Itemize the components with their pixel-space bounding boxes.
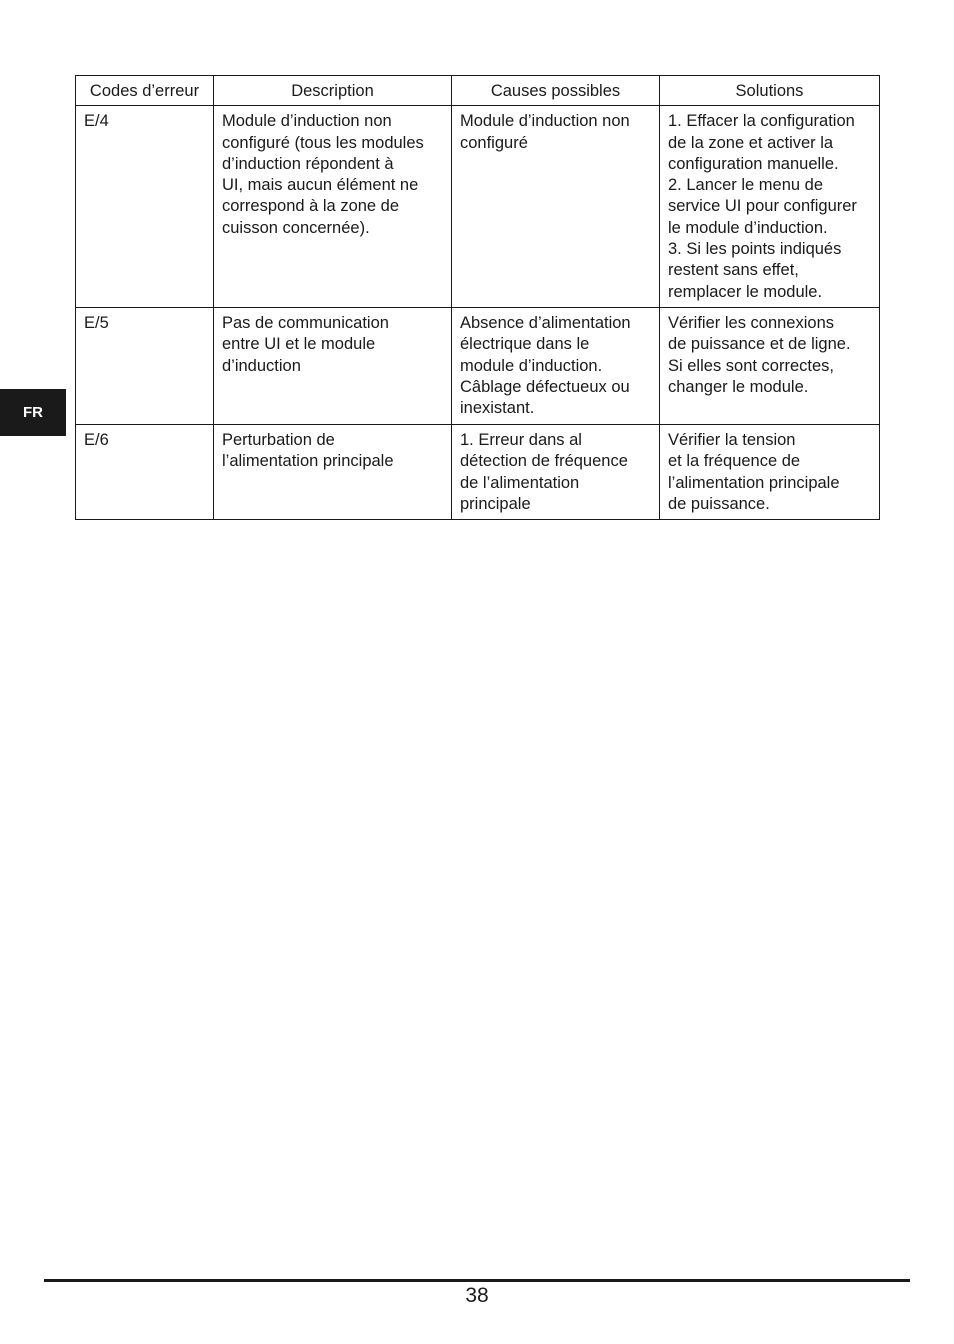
- header-error-code: Codes d’erreur: [76, 76, 214, 106]
- cell-code: E/5: [76, 307, 214, 424]
- cell-code: E/6: [76, 424, 214, 519]
- cell-solutions: 1. Effacer la configuration de la zone et activer la configuration manuelle. 2. Lancer le menu de service UI pour configurer le module d’induction. 3. Si les points indiqués restent sans effet, remplacer le module.: [660, 106, 880, 308]
- header-solutions: Solutions: [660, 76, 880, 106]
- cell-description: Pas de communication entre UI et le module d’induction: [214, 307, 452, 424]
- cell-solutions: Vérifier la tension et la fréquence de l’alimentation principale de puissance.: [660, 424, 880, 519]
- cell-causes: 1. Erreur dans al détection de fréquence de l’alimentation principale: [452, 424, 660, 519]
- page-number: 38: [465, 1284, 489, 1307]
- cell-description: Perturbation de l’alimentation principale: [214, 424, 452, 519]
- header-description: Description: [214, 76, 452, 106]
- cell-description: Module d’induction non configuré (tous les modules d’induction répondent à UI, mais aucun élément ne correspond à la zone de cuisson concernée).: [214, 106, 452, 308]
- table-row: [76, 307, 880, 424]
- language-tab: [0, 389, 66, 436]
- table-row: [76, 424, 880, 519]
- cell-causes: Absence d’alimentation électrique dans le module d’induction. Câblage défectueux ou inexistant.: [452, 307, 660, 424]
- language-tab-label: FR: [23, 404, 43, 421]
- cell-causes: Module d’induction non configuré: [452, 106, 660, 308]
- table-row: [76, 106, 880, 308]
- cell-code: E/4: [76, 106, 214, 308]
- error-codes-table: [75, 75, 880, 520]
- footer-divider: [44, 1279, 910, 1282]
- header-causes: Causes possibles: [452, 76, 660, 106]
- cell-solutions: Vérifier les connexions de puissance et de ligne. Si elles sont correctes, changer le module.: [660, 307, 880, 424]
- table-header-row: [76, 76, 880, 106]
